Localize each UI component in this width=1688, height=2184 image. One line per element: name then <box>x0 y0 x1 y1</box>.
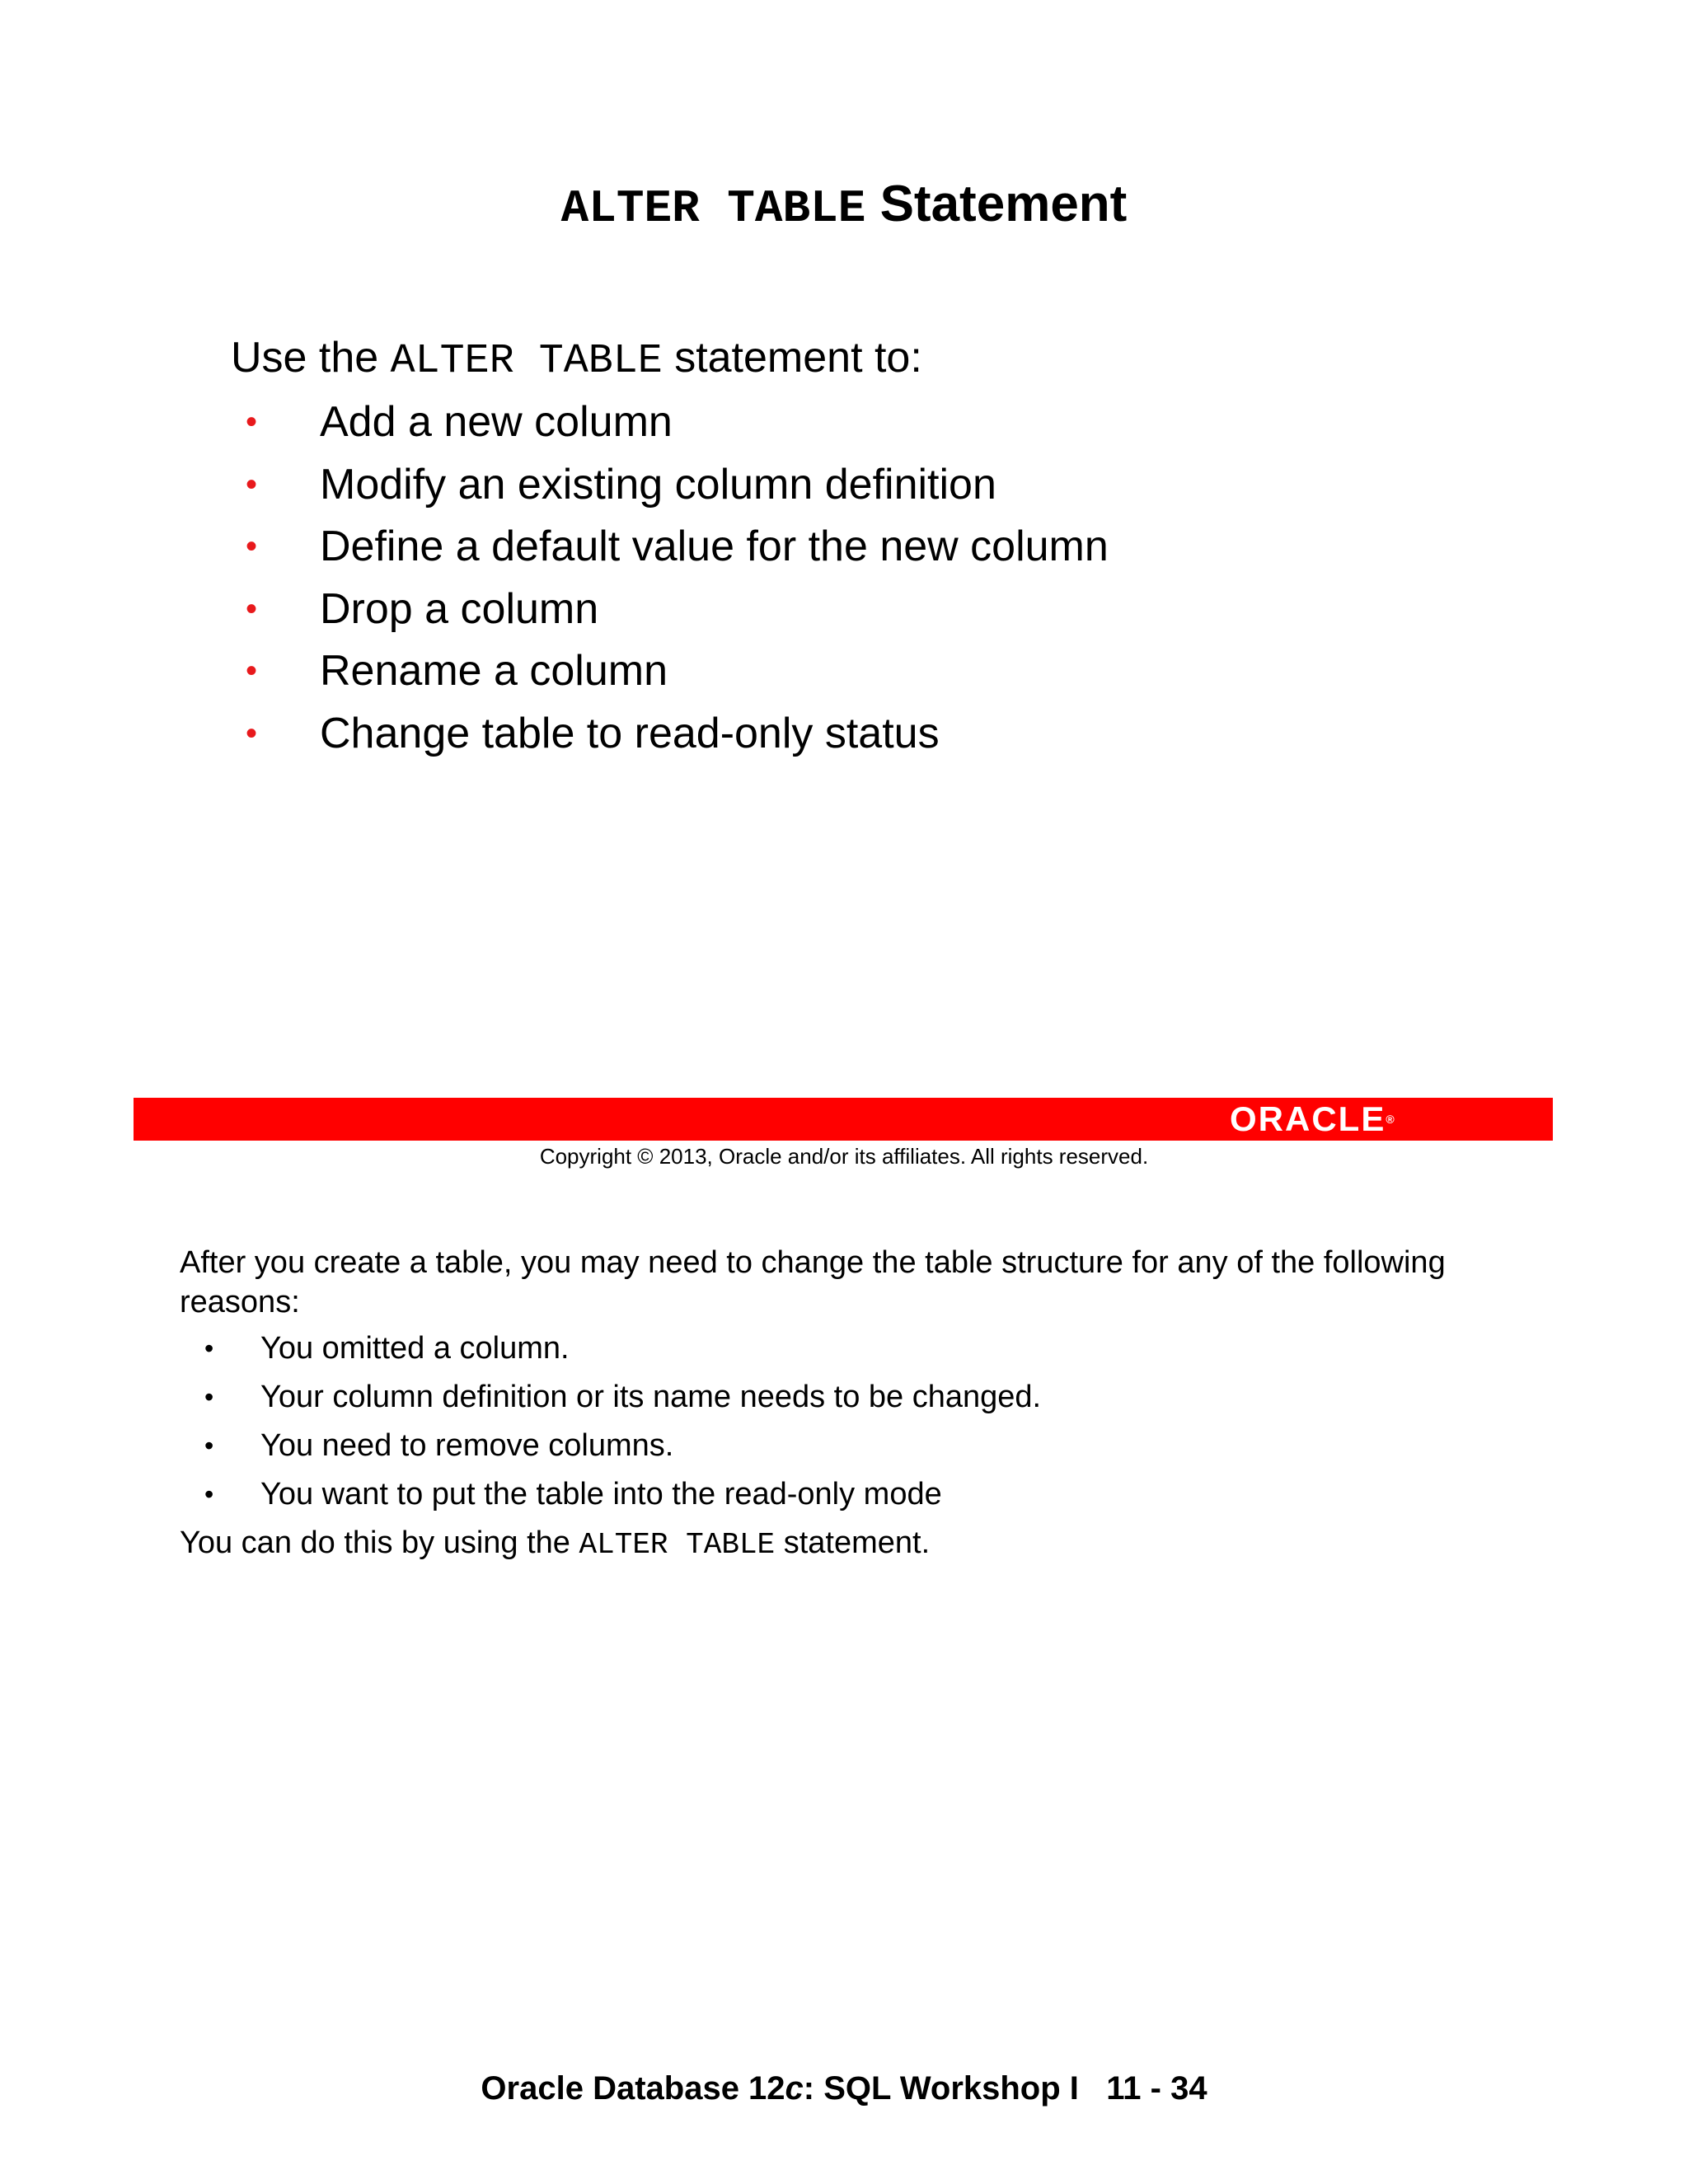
red-bullet-icon: • <box>246 715 258 752</box>
page-footer <box>0 2070 1688 2107</box>
notes-bullet-text: Your column definition or its name needs to be changed. <box>260 1380 1042 1414</box>
notes-section <box>180 1243 1548 1565</box>
oracle-logo-text: ORACLE <box>1230 1099 1386 1138</box>
slide-intro-suffix: statement to: <box>674 334 922 382</box>
notes-bullet-item <box>180 1474 1548 1523</box>
notes-bullet-list <box>180 1329 1548 1523</box>
slide-title-text: Statement <box>879 176 1128 232</box>
slide-bullet-text: Drop a column <box>320 584 599 633</box>
red-bullet-icon: • <box>246 528 258 565</box>
notes-bullet-text: You need to remove columns. <box>260 1428 674 1463</box>
slide-bullet-item <box>231 397 1109 460</box>
slide-title-code: ALTER TABLE <box>560 182 866 235</box>
footer-italic: c <box>785 2070 804 2107</box>
notes-paragraph: After you create a table, you may need to change the table structure for any of the following reasons: <box>180 1245 1446 1319</box>
slide-bullet-text: Change table to read-only status <box>320 709 940 757</box>
slide-bullet-text: Modify an existing column definition <box>320 460 996 509</box>
slide-intro-prefix: Use the <box>231 334 379 382</box>
slide-intro <box>231 333 922 385</box>
slide-bullet-item <box>231 460 1109 523</box>
slide-bullet-item <box>231 709 1109 771</box>
slide-bullet-item <box>231 522 1109 584</box>
notes-bullet-text: You omitted a column. <box>260 1331 570 1366</box>
red-bullet-icon: • <box>246 404 258 440</box>
red-bullet-icon: • <box>246 653 258 689</box>
oracle-logo <box>1230 1096 1395 1142</box>
slide-title <box>0 175 1688 235</box>
slide-bullet-text: Rename a column <box>320 647 668 695</box>
notes-bullet-item <box>180 1426 1548 1474</box>
red-bullet-icon: • <box>246 590 258 627</box>
bullet-icon: • <box>204 1382 214 1412</box>
notes-outro <box>180 1523 1548 1565</box>
bullet-icon: • <box>204 1431 214 1460</box>
slide-bullet-list <box>231 397 1109 771</box>
footer-suffix: : SQL Workshop I 11 - 34 <box>803 2070 1207 2107</box>
bullet-icon: • <box>204 1333 214 1363</box>
red-bullet-icon: • <box>246 466 258 503</box>
notes-bullet-text: You want to put the table into the read-only mode <box>260 1477 942 1511</box>
notes-bullet-item <box>180 1377 1548 1426</box>
copyright-notice: Copyright © 2013, Oracle and/or its affiliates. All rights reserved. <box>539 1144 1149 1169</box>
bullet-icon: • <box>204 1479 214 1509</box>
notes-outro-suffix: statement. <box>783 1526 931 1560</box>
slide-bullet-item <box>231 646 1109 709</box>
registered-mark: ® <box>1386 1113 1395 1126</box>
slide-intro-code: ALTER TABLE <box>390 338 663 385</box>
notes-outro-code: ALTER TABLE <box>579 1528 776 1562</box>
slide-bullet-item <box>231 584 1109 647</box>
slide-bullet-text: Add a new column <box>320 398 673 446</box>
footer-prefix: Oracle Database 12 <box>481 2070 785 2107</box>
notes-outro-prefix: You can do this by using the <box>180 1526 570 1560</box>
slide-bullet-text: Define a default value for the new column <box>320 523 1109 570</box>
notes-bullet-item <box>180 1329 1548 1377</box>
